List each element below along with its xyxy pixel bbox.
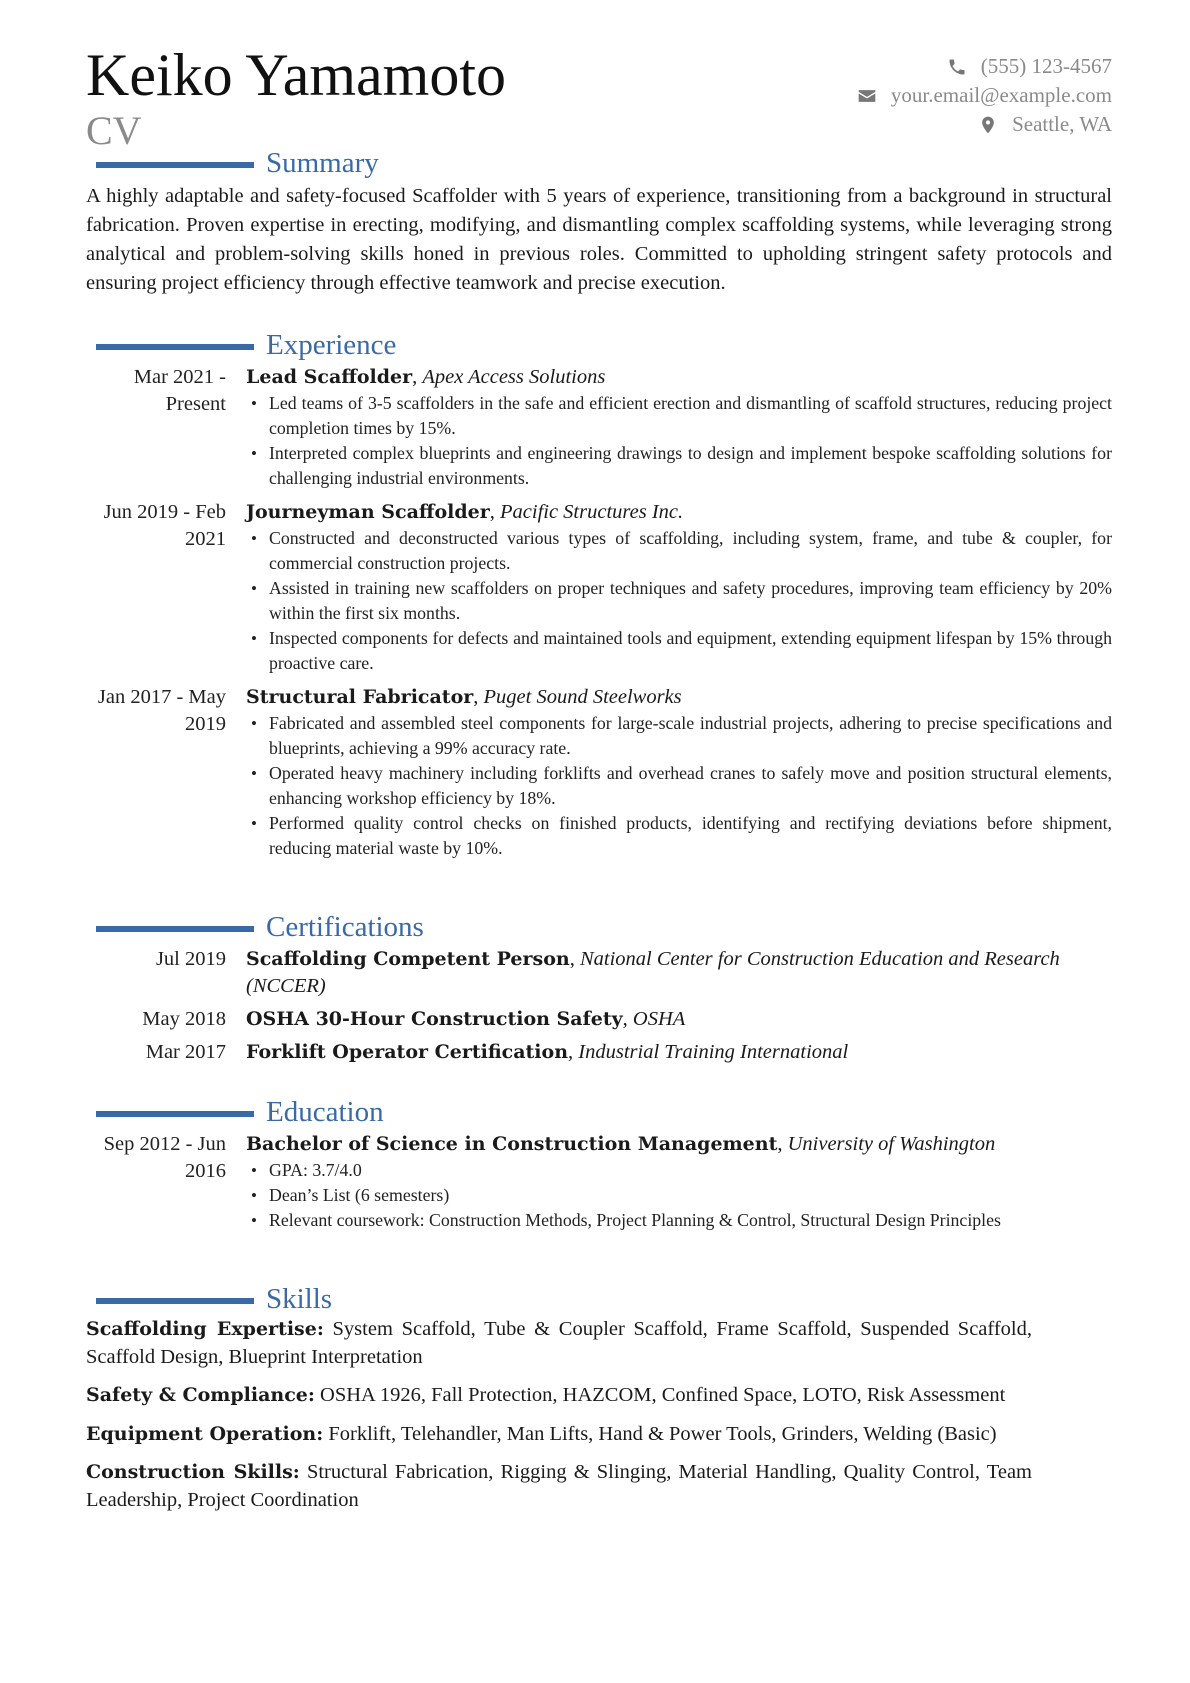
bullet-list bbox=[246, 711, 1112, 861]
certifications-entry bbox=[86, 946, 1112, 1000]
section-title-experience: Experience bbox=[266, 329, 397, 361]
section-title-education: Education bbox=[266, 1096, 384, 1128]
contact-email[interactable]: your.email@example.com bbox=[890, 83, 1112, 107]
entry-role: Journeyman Scaffolder bbox=[246, 501, 490, 523]
experience-list bbox=[86, 364, 1112, 861]
entry-role: Scaffolding Competent Person bbox=[246, 948, 570, 970]
certifications-section bbox=[86, 910, 1112, 1066]
contact-location-row bbox=[857, 110, 1112, 139]
skill-separator bbox=[300, 1461, 307, 1483]
skills-list bbox=[86, 1316, 1112, 1514]
bullet-item: • Dean’s List (6 semesters) bbox=[246, 1183, 1112, 1208]
certifications-list bbox=[86, 946, 1112, 1066]
bullet-item: • Constructed and deconstructed various types of scaffolding, including system, frame, and tube & coupler, for commercial construction projects. bbox=[246, 526, 1112, 576]
entry-title bbox=[246, 499, 1112, 526]
bullet-item: • Interpreted complex blueprints and engineering drawings to design and implement bespoke scaffolding solutions for challenging industrial environments. bbox=[246, 441, 1112, 491]
entry-organization: Industrial Training International bbox=[578, 1041, 849, 1063]
skill-values: Forklift, Telehandler, Man Lifts, Hand & Power Tools, Grinders, Welding (Basic) bbox=[328, 1422, 997, 1445]
entry-role: Forklift Operator Certification bbox=[246, 1041, 569, 1063]
bullet-list bbox=[246, 391, 1112, 491]
entry-date: Jan 2017 - May 2019 bbox=[97, 686, 226, 735]
skill-row bbox=[86, 1316, 1032, 1371]
section-accent-bar bbox=[96, 1111, 254, 1117]
entry-title bbox=[246, 684, 1112, 711]
skill-category: Safety & Compliance: bbox=[86, 1384, 315, 1406]
certifications-entry bbox=[86, 1039, 1112, 1066]
bullet-item: • Relevant coursework: Construction Methods, Project Planning & Control, Structural Design Principles bbox=[246, 1208, 1112, 1233]
summary-text: A highly adaptable and safety-focused Scaffolder with 5 years of experience, transitioning from a background in structural fabrication. Proven expertise in erecting, modifying, and dismantling complex scaffolding systems, while leveraging strong analytical and problem-solving skills honed in previous roles. Committed to upholding stringent safety protocols and ensuring project efficiency through effective teamwork and precise execution. bbox=[86, 185, 1112, 294]
entry-separator: , bbox=[569, 948, 580, 970]
section-header bbox=[86, 1282, 1112, 1316]
entry-organization: OSHA bbox=[632, 1008, 686, 1030]
skills-section bbox=[86, 1282, 1112, 1525]
section-accent-bar bbox=[96, 926, 254, 932]
section-header bbox=[86, 146, 1112, 180]
contact-email-row bbox=[857, 81, 1112, 110]
entry-separator: , bbox=[489, 501, 500, 523]
entry-body bbox=[246, 364, 1112, 491]
contact-info bbox=[857, 52, 1112, 139]
entry-organization: Puget Sound Steelworks bbox=[483, 686, 682, 708]
entry-body bbox=[246, 946, 1112, 1000]
phone-icon bbox=[947, 57, 967, 77]
skill-values: Structural Fabrication, Rigging & Slinging, Material Handling, Quality Control, Team Leadership, Project Coordination bbox=[86, 1461, 1032, 1511]
entry-role: Structural Fabricator bbox=[246, 686, 474, 708]
entry-body bbox=[246, 1006, 1112, 1033]
entry-organization: Pacific Structures Inc. bbox=[500, 501, 684, 523]
section-title-certifications: Certifications bbox=[266, 911, 424, 943]
education-entry bbox=[86, 1131, 1112, 1233]
skill-category: Scaffolding Expertise: bbox=[86, 1318, 324, 1340]
person-name: Keiko Yamamoto bbox=[86, 42, 506, 108]
entry-body bbox=[246, 1039, 1112, 1066]
entry-date: Jun 2019 - Feb 2021 bbox=[103, 501, 226, 550]
entry-date: Mar 2021 - Present bbox=[133, 366, 226, 415]
experience-entry bbox=[86, 684, 1112, 861]
entry-title bbox=[246, 946, 1112, 1000]
entry-separator: , bbox=[568, 1041, 579, 1063]
entry-organization: National Center for Construction Education and Research (NCCER) bbox=[246, 948, 1060, 997]
experience-entry bbox=[86, 364, 1112, 491]
entry-date: Sep 2012 - Jun 2016 bbox=[103, 1133, 226, 1182]
bullet-item: • GPA: 3.7/4.0 bbox=[246, 1158, 1112, 1183]
skill-row bbox=[86, 1382, 1032, 1410]
experience-entry bbox=[86, 499, 1112, 676]
section-accent-bar bbox=[96, 344, 254, 350]
contact-phone: (555) 123-4567 bbox=[980, 54, 1112, 78]
section-header bbox=[86, 328, 1112, 362]
bullet-list bbox=[246, 1158, 1112, 1233]
entry-body bbox=[246, 684, 1112, 861]
education-list bbox=[86, 1131, 1112, 1233]
entry-date: May 2018 bbox=[142, 1008, 226, 1030]
entry-title bbox=[246, 1006, 1112, 1033]
contact-location: Seattle, WA bbox=[1012, 112, 1112, 136]
section-header bbox=[86, 910, 1112, 944]
summary-section bbox=[86, 146, 1112, 298]
certifications-entry bbox=[86, 1006, 1112, 1033]
entry-role: OSHA 30-Hour Construction Safety bbox=[246, 1008, 623, 1030]
entry-date: Jul 2019 bbox=[155, 948, 226, 970]
skill-values: System Scaffold, Tube & Coupler Scaffold, Frame Scaffold, Suspended Scaffold, Scaffold Design, Blueprint Interpretation bbox=[86, 1318, 1032, 1368]
skill-category: Construction Skills: bbox=[86, 1461, 300, 1483]
bullet-item: • Inspected components for defects and maintained tools and equipment, extending equipment lifespan by 15% through proactive care. bbox=[246, 626, 1112, 676]
entry-separator: , bbox=[412, 366, 423, 388]
bullet-item: • Led teams of 3-5 scaffolders in the safe and efficient erection and dismantling of scaffold structures, reducing project completion times by 15%. bbox=[246, 391, 1112, 441]
entry-title bbox=[246, 1131, 1112, 1158]
section-title-skills: Skills bbox=[266, 1283, 333, 1315]
entry-separator: , bbox=[622, 1008, 633, 1030]
skill-row bbox=[86, 1459, 1032, 1514]
envelope-icon bbox=[857, 86, 877, 106]
section-title-summary: Summary bbox=[266, 147, 379, 179]
skill-category: Equipment Operation: bbox=[86, 1422, 324, 1445]
entry-title bbox=[246, 1039, 1112, 1066]
document-subtitle: CV bbox=[86, 108, 142, 153]
section-accent-bar bbox=[96, 162, 254, 168]
entry-separator: , bbox=[473, 686, 484, 708]
entry-title bbox=[246, 364, 1112, 391]
education-section bbox=[86, 1095, 1112, 1233]
entry-organization: Apex Access Solutions bbox=[422, 366, 606, 388]
bullet-item: • Fabricated and assembled steel components for large-scale industrial projects, adhering to precise specifications and blueprints, achieving a 99% accuracy rate. bbox=[246, 711, 1112, 761]
entry-organization: University of Washington bbox=[787, 1133, 996, 1155]
contact-phone-row bbox=[857, 52, 1112, 81]
experience-section bbox=[86, 328, 1112, 861]
bullet-item: • Operated heavy machinery including forklifts and overhead cranes to safely move and position structural elements, enhancing workshop efficiency by 18%. bbox=[246, 761, 1112, 811]
bullet-list bbox=[246, 526, 1112, 676]
entry-date: Mar 2017 bbox=[145, 1041, 226, 1063]
map-pin-icon bbox=[978, 115, 998, 135]
bullet-item: • Performed quality control checks on finished products, identifying and rectifying deviations before shipment, reducing material waste by 10%. bbox=[246, 811, 1112, 861]
entry-body bbox=[246, 499, 1112, 676]
section-header bbox=[86, 1095, 1112, 1129]
entry-body bbox=[246, 1131, 1112, 1233]
skill-separator bbox=[324, 1318, 333, 1340]
skill-values: OSHA 1926, Fall Protection, HAZCOM, Confined Space, LOTO, Risk Assessment bbox=[320, 1384, 1006, 1406]
section-accent-bar bbox=[96, 1298, 254, 1304]
entry-role: Lead Scaffolder bbox=[246, 366, 413, 388]
entry-separator: , bbox=[777, 1133, 788, 1155]
skill-row bbox=[86, 1421, 1032, 1449]
entry-role: Bachelor of Science in Construction Management bbox=[246, 1133, 778, 1155]
bullet-item: • Assisted in training new scaffolders on proper techniques and safety procedures, improving team efficiency by 20% within the first six months. bbox=[246, 576, 1112, 626]
